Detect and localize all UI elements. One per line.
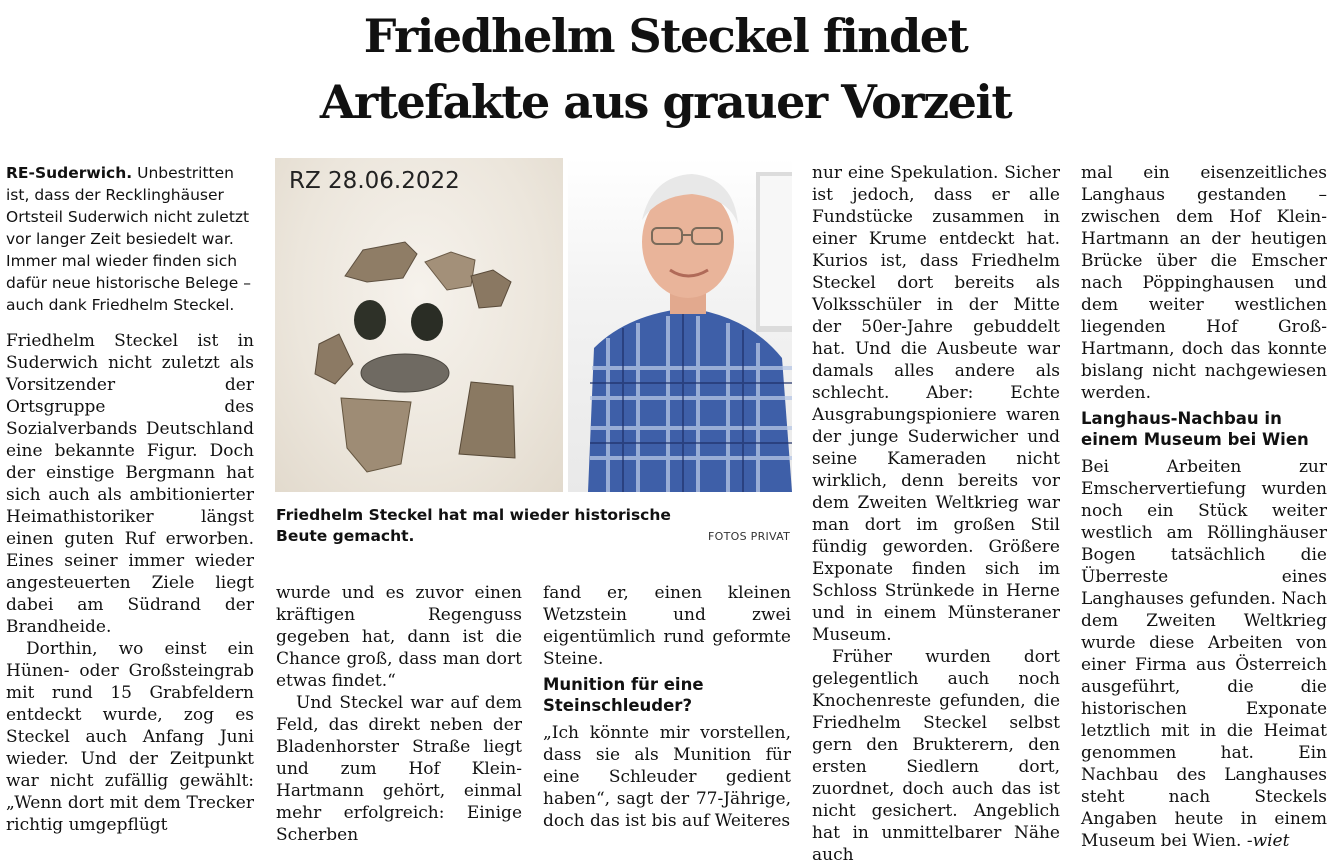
lead-text: Unbestritten ist, dass der Recklinghäuser Ortsteil Suderwich nicht zuletzt vor langer Zeit besiedelt war. Immer mal wieder finden sich dafür neue historische Belege – auch dank Friedhelm Steckel. <box>6 164 251 314</box>
column-5 <box>1081 162 1327 852</box>
column-2 <box>276 582 522 846</box>
date-watermark: RZ 28.06.2022 <box>289 168 460 194</box>
body-paragraph: Und Steckel war auf dem Feld, das direkt neben der Bladenhorster Straße liegt und zum Hof Klein-Hartmann gehört, einmal mehr erfolgreich: Einige Scherben <box>276 693 522 845</box>
portrait-illustration <box>568 158 792 492</box>
subheading: Langhaus-Nachbau in einem Museum bei Wien <box>1081 409 1309 449</box>
artifacts-photo <box>275 158 563 492</box>
body-paragraph <box>1081 456 1327 852</box>
paragraph-text: Bei Arbeiten zur Emschervertiefung wurden noch ein Stück weiter westlich am Röllinghäuser Bogen tatsächlich die Überreste eines Langhauses gefunden. Nach dem Zweiten Weltkrieg wurde diese Arbeiten von einer Firma aus Österreich ausgeführt, die die historischen Exponate letztlich mit in die Heimat genommen hat. Ein Nachbau des Langhauses steht nach Steckels Angaben heute in einem Museum bei Wien. <box>1081 457 1327 851</box>
body-paragraph: mal ein eisenzeitliches Langhaus gestanden – zwischen dem Hof Klein-Hartmann an der heutigen Brücke über die Emscher nach Pöppinghausen und dem weiter westlichen liegenden Hof Groß-Hartmann, doch das konnte bislang nicht nachgewiesen werden. <box>1081 163 1327 403</box>
body-paragraph: Dorthin, wo einst ein Hünen- oder Großsteingrab mit rund 15 Grabfeldern entdeckt wurde, zog es Steckel auch Anfang Juni wieder. Und der Zeitpunkt war nicht zufällig gewählt: „Wenn dort mit dem Trecker richtig umgepflügt <box>6 639 254 835</box>
column-1 <box>6 162 254 836</box>
body-paragraph: „Ich könnte mir vorstellen, dass sie als Munition für eine Schleuder gedient haben“, sagt der 77-Jährige, doch das ist bis auf Weiteres <box>543 723 791 831</box>
author-signature: -wiet <box>1246 831 1290 851</box>
column-3 <box>543 582 791 832</box>
photo-credit: FOTOS PRIVAT <box>708 530 791 543</box>
artifacts-illustration <box>275 158 563 492</box>
headline-line-1: Friedhelm Steckel findet <box>363 9 968 63</box>
subheading: Munition für eine Steinschleuder? <box>543 675 704 715</box>
photo-caption: Friedhelm Steckel hat mal wieder historische Beute gemacht. <box>276 506 671 545</box>
body-paragraph: fand er, einen kleinen Wetzstein und zwei eigentümlich rund geformte Steine. <box>543 583 791 669</box>
body-paragraph: wurde und es zuvor einen kräftigen Regenguss gegeben hat, dann ist die Chance groß, dass man dort etwas findet.“ <box>276 583 522 691</box>
column-4 <box>812 162 1060 866</box>
portrait-photo <box>568 158 792 492</box>
body-paragraph: Früher wurden dort gelegentlich auch noch Knochenreste gefunden, die Friedhelm Steckel selbst gern den Brukterern, den ersten Siedlern dort, zuordnet, doch auch das ist nicht gesichert. Angeblich hat in unmittelbarer Nähe auch <box>812 647 1060 865</box>
lead-paragraph <box>6 162 254 316</box>
dateline: RE-Suderwich. <box>6 164 133 182</box>
headline-line-2: Artefakte aus grauer Vorzeit <box>319 75 1012 129</box>
body-paragraph: Friedhelm Steckel ist in Suderwich nicht zuletzt als Vorsitzender der Ortsgruppe des Sozialverbands Deutschland eine bekannte Figur. Doch der einstige Bergmann hat sich auch als ambitionierter Heimathistoriker längst einen guten Ruf erworben. Eines seiner immer wieder angesteuerten Ziele liegt dabei am Südrand der Brandheide. <box>6 331 254 637</box>
body-paragraph: nur eine Spekulation. Sicher ist jedoch, dass er alle Fundstücke zusammen in einer Krume entdeckt hat. Kurios ist, dass Friedhelm Steckel dort bereits als Volksschüler in der Mitte der 50er-Jahre gebuddelt hat. Und die Ausbeute war damals alles andere als schlecht. Aber: Echte Ausgrabungspioniere waren der junge Suderwicher und seine Kameraden nicht wirklich, denn bereits vor dem Zweiten Weltkrieg war man dort im großen Stil fündig geworden. Größere Exponate finden sich im Schloss Strünkede in Herne und in einem Münsteraner Museum. <box>812 163 1060 645</box>
